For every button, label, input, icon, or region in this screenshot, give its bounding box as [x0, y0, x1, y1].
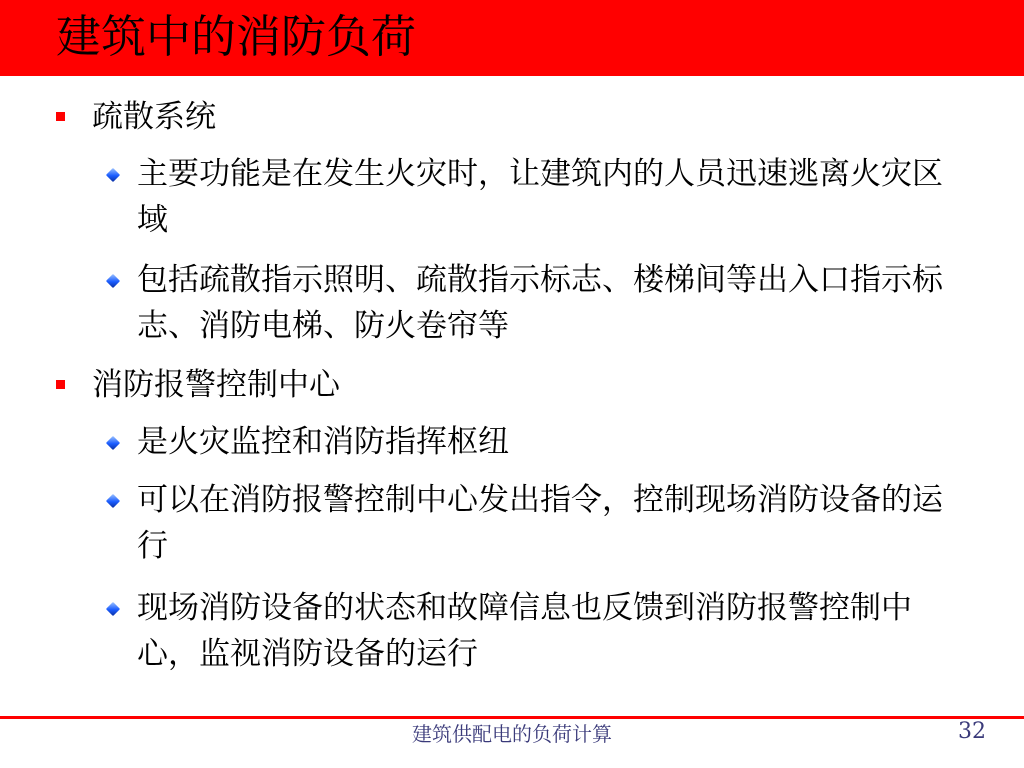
square-bullet-icon [56, 380, 65, 389]
footer-divider [0, 716, 1024, 719]
page-number: 32 [958, 719, 986, 744]
diamond-bullet-icon [106, 602, 120, 616]
title-bar [0, 0, 1024, 76]
diamond-bullet-icon [106, 274, 120, 288]
list-item: 可以在消防报警控制中心发出指令，控制现场消防设备的运行 [137, 482, 943, 564]
slide-title: 建筑中的消防负荷 [56, 10, 417, 63]
diamond-bullet-icon [106, 168, 120, 182]
list-item: 现场消防设备的状态和故障信息也反馈到消防报警控制中心，监视消防设备的运行 [137, 590, 912, 672]
section-heading-evacuation: 疏散系统 [92, 99, 216, 135]
diamond-bullet-icon [106, 494, 120, 508]
section-heading-control-center: 消防报警控制中心 [92, 367, 340, 403]
list-item: 包括疏散指示照明、疏散指示标志、楼梯间等出入口指示标志、消防电梯、防火卷帘等 [137, 262, 943, 344]
square-bullet-icon [56, 112, 65, 121]
footer-title: 建筑供配电的负荷计算 [412, 722, 612, 746]
list-item: 是火灾监控和消防指挥枢纽 [137, 424, 509, 460]
list-item: 主要功能是在发生火灾时，让建筑内的人员迅速逃离火灾区域 [137, 156, 943, 238]
diamond-bullet-icon [106, 436, 120, 450]
